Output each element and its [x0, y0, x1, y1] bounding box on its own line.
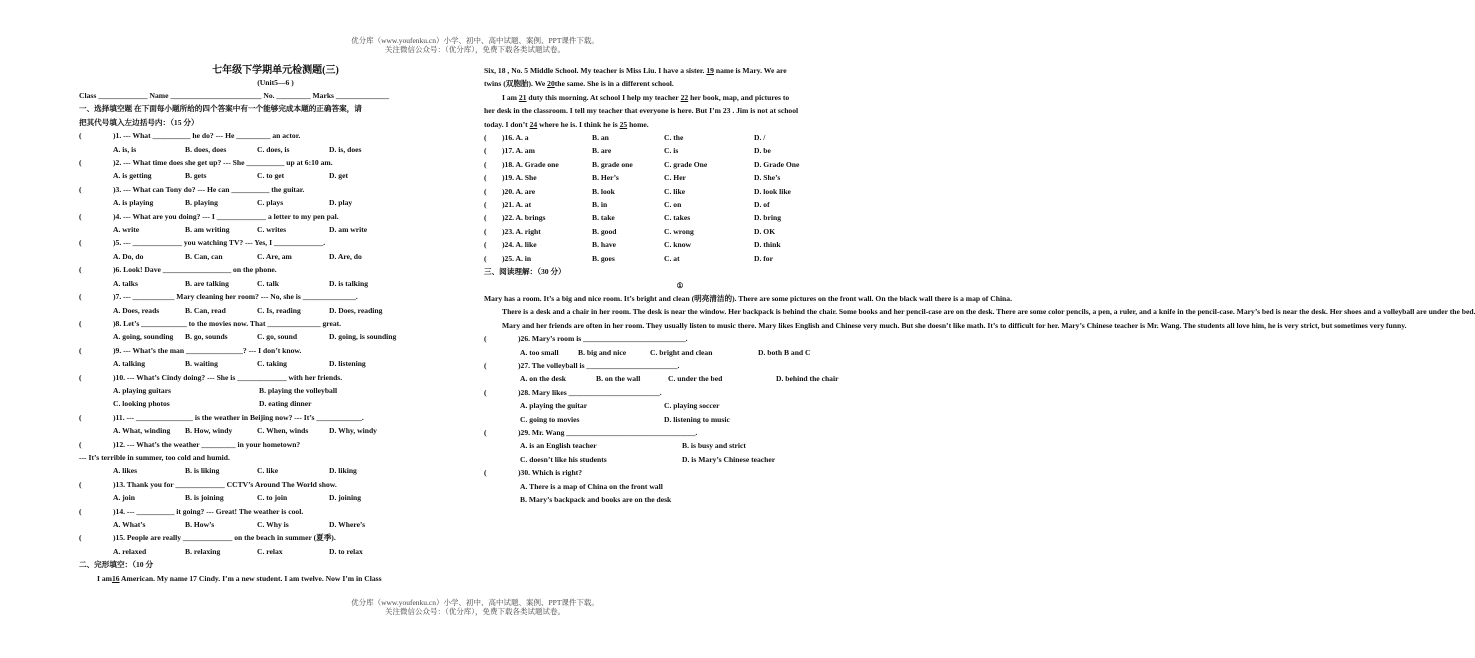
question-3-options [79, 196, 472, 209]
option-b[interactable]: B. How, windy [185, 426, 233, 436]
cloze-option-a[interactable]: )18. A. Grade one [502, 159, 559, 169]
option-c[interactable]: C. When, winds [257, 426, 309, 436]
option-d[interactable]: D. Where’s [329, 520, 366, 529]
option-d[interactable]: D. listening [329, 359, 366, 369]
option-d[interactable]: D. is, does [329, 144, 362, 154]
option-c[interactable]: C. plays [257, 198, 284, 208]
cloze-option-b[interactable]: B. good [592, 226, 617, 236]
cloze-option-row: ( )20. A. are B. look C. like D. look like [484, 185, 876, 198]
option-a[interactable]: A. too small [520, 347, 559, 357]
cloze-option-d[interactable]: D. bring [754, 213, 782, 223]
question-8-options [79, 330, 472, 343]
question-1-options [79, 143, 472, 156]
cloze-option-d[interactable]: D. of [754, 200, 770, 210]
option-b[interactable]: B. Can, can [185, 251, 223, 261]
cloze-option-c[interactable]: C. know [664, 240, 692, 250]
section1-questions [79, 129, 472, 370]
question-13-options [79, 491, 472, 504]
option-c[interactable]: C. Is, reading [257, 305, 301, 315]
option-a[interactable]: A. is getting [113, 171, 152, 181]
section3-heading: 三、阅读理解：（30 分） [484, 267, 566, 277]
cloze-option-b[interactable]: B. Her’s [592, 173, 619, 183]
question-26-options [484, 346, 876, 359]
cloze-option-d[interactable]: D. She’s [754, 173, 781, 183]
section1-heading: 一、选择填空题 在下面每小题所给的四个答案中有一个能够完成本题的正确答案，请 [79, 104, 362, 114]
option-d[interactable]: D. Are, do [329, 251, 362, 261]
question-5-options [79, 250, 472, 263]
section1-heading-2: 把其代号填入左边括号内：（15 分） [79, 117, 199, 127]
cloze-option-a[interactable]: )17. A. am [502, 146, 535, 156]
question-2: ( )2. --- What time does she get up? --- She __________ up at 6:10 am. [79, 158, 333, 168]
cloze-option-a[interactable]: )20. A. are [502, 186, 536, 196]
option-c[interactable]: C. to join [257, 493, 288, 503]
section2-heading: 二、完形填空：（10 分 [79, 560, 154, 570]
option-b[interactable]: B. does, does [185, 144, 227, 154]
option-b[interactable]: B. relaxing [185, 546, 221, 556]
option-a[interactable]: A. What, winding [113, 426, 171, 436]
question-14: ( )14. --- __________ it going? --- Great! The weather is cool. [79, 506, 304, 516]
option-c[interactable]: C. taking [257, 359, 287, 369]
option-b[interactable]: B. go, sounds [185, 332, 228, 342]
option-a[interactable]: A. going, sounding [113, 332, 174, 342]
option-c[interactable]: C. writes [257, 225, 287, 235]
option-c[interactable]: C. under the bed [668, 374, 723, 384]
cloze-option-d[interactable]: D. / [754, 133, 766, 143]
cloze-passage-line-4: I am 21 duty this morning. At school I help my teacher 22 her book, map, and pictures to [502, 92, 790, 102]
option-b[interactable]: B. is joining [185, 493, 224, 503]
question-5: ( )5. --- _____________ you watching TV? --- Yes, I _____________. [79, 238, 326, 248]
option-d[interactable]: D. play [329, 198, 353, 208]
option-b[interactable]: B. on the wall [596, 374, 641, 384]
option-c[interactable]: C. bright and clean [650, 347, 713, 357]
reading-paragraph-1: Mary has a room. It’s a big and nice room. It’s bright and clean (明亮清洁的). There are some pictures on the front wall. On the black wall there is a map of China. [484, 293, 1012, 303]
cloze-option-a[interactable]: )24. A. like [502, 240, 537, 250]
cloze-option-d[interactable]: D. think [754, 240, 781, 250]
question-27: ( )27. The volleyball is ________________________. [484, 360, 680, 370]
option-b[interactable]: B. is liking [185, 466, 220, 476]
question-28-options-row1: A. playing the guitar C. playing soccer [520, 401, 720, 411]
cloze-option-row: ( )21. A. at B. in C. on D. of [484, 198, 876, 211]
question-8: ( )8. Let’s ____________ to the movies now. That ______________ great. [79, 318, 342, 328]
option-d[interactable]: D. behind the chair [776, 374, 839, 384]
cloze-passage-line-5: her desk in the classroom. I tell my teacher that everyone is here. But I’m 23 . Jim is not at school [484, 106, 799, 116]
cloze-option-d[interactable]: D. be [754, 146, 771, 156]
cloze-option-row: ( )18. A. Grade one B. grade one C. grade One D. Grade One [484, 158, 876, 171]
cloze-option-a[interactable]: )19. A. She [502, 173, 537, 183]
option-c[interactable]: C. go, sound [257, 332, 298, 342]
question-15: ( )15. People are really _____________ on the beach in summer (夏季). [79, 533, 336, 543]
option-b[interactable]: B. gets [185, 171, 207, 181]
option-d[interactable]: D. am write [329, 225, 368, 235]
cloze-option-b[interactable]: B. in [592, 200, 608, 210]
question-10-options-row2: C. looking photos D. eating dinner [113, 399, 312, 409]
option-d[interactable]: D. is talking [329, 278, 369, 288]
option-b[interactable]: B. are talking [185, 278, 229, 288]
option-d[interactable]: D. get [329, 171, 348, 181]
cloze-options [484, 131, 876, 265]
cloze-passage-line-6: today. I don’t 24 where he is. I think he is 25 home. [484, 119, 649, 129]
cloze-option-c[interactable]: C. wrong [664, 226, 694, 236]
banner-top [0, 36, 950, 54]
reading-paragraph-3: Mary and her friends are often in her room. They usually listen to music there. Mary likes English and Chinese very much. But she doesn’t like math. It’s to difficult for her. Mary’s Chinese teacher is Mr. Wang. The students all love him, he is very strict, but sometimes very funny. [502, 320, 1407, 330]
cloze-option-c[interactable]: C. the [664, 133, 684, 143]
option-c[interactable]: C. does, is [257, 144, 290, 154]
option-a[interactable]: A. is, is [113, 144, 137, 154]
reading-paragraph-2: There is a desk and a chair in her room. The desk is near the window. Her backpack is behind the chair. Some books and her pencil-case are on the desk. There are some color pencils, a pen, a ruler, and a knife in the pencil-case. Mary’s bed is near the desk. Her shoes and a volleyball are under the bed. [502, 307, 1475, 317]
option-a[interactable]: A. likes [113, 466, 138, 476]
option-d[interactable]: D. liking [329, 466, 357, 476]
option-d[interactable]: D. joining [329, 493, 362, 503]
cloze-option-row: ( )16. A. a B. an C. the D. / [484, 131, 876, 144]
question-1: ( )1. --- What __________ he do? --- He _________ an actor. [79, 131, 301, 141]
cloze-option-c[interactable]: C. like [664, 186, 686, 196]
question-26: ( )26. Mary’s room is ___________________________. [484, 334, 688, 344]
question-30-option-b: B. Mary’s backpack and books are on the desk [520, 495, 672, 504]
option-d[interactable]: D. to relax [329, 546, 363, 556]
cloze-option-a[interactable]: )21. A. at [502, 200, 532, 210]
right-column [484, 64, 1475, 506]
option-b[interactable]: B. waiting [185, 359, 218, 369]
question-15-options [79, 545, 472, 558]
option-a[interactable]: A. is playing [113, 198, 154, 208]
cloze-passage-line-1: I am16 American. My name 17 Cindy. I’m a new student. I am twelve. Now I’m in Class [97, 573, 382, 583]
cloze-option-b[interactable]: B. take [592, 213, 615, 223]
question-2-options [79, 169, 472, 182]
cloze-option-b[interactable]: B. are [592, 146, 612, 156]
question-29-options-row1: A. is an English teacher B. is busy and strict [520, 441, 746, 451]
option-a[interactable]: A. on the desk [520, 374, 566, 384]
question-6: ( )6. Look! Dave __________________ on the phone. [79, 265, 277, 275]
cloze-option-row: ( )22. A. brings B. take C. takes D. bring [484, 211, 876, 224]
question-4: ( )4. --- What are you doing? --- I _____________ a letter to my pen pal. [79, 211, 339, 221]
question-11: ( )11. --- _______________ is the weather in Beijing now? --- It’s ____________. [79, 412, 364, 422]
cloze-option-row: ( )19. A. She B. Her’s C. Her D. She’s [484, 171, 876, 184]
question-28: ( )28. Mary likes ________________________. [484, 387, 662, 397]
cloze-option-c[interactable]: C. Her [664, 173, 686, 183]
question-12-options [79, 464, 472, 477]
question-14-options [79, 518, 472, 531]
student-info-line: Class _____________ Name ________________________ No. _________ Marks ______________ [79, 91, 390, 100]
question-12: ( )12. --- What’s the weather _________ in your hometown? [79, 439, 301, 449]
question-12-line-2: --- It’s terrible in summer, too cold and humid. [79, 452, 230, 462]
option-c[interactable]: C. talk [257, 278, 279, 288]
banner-line-1: 优分库（www.youfenku.cn）小学、初中、高中试题、案例、PPT课件下载。 [351, 36, 599, 45]
cloze-option-a[interactable]: )22. A. brings [502, 213, 546, 223]
cloze-option-c[interactable]: C. on [664, 200, 682, 210]
question-9: ( )9. --- What’s the man _______________? --- I don’t know. [79, 345, 302, 355]
option-d[interactable]: D. Why, windy [329, 426, 377, 436]
option-a[interactable]: A. relaxed [113, 546, 147, 556]
cloze-passage-line-3: twins (双胞胎). We 20the same. She is in a different school. [484, 79, 674, 89]
question-3: ( )3. --- What can Tony do? --- He can __________ the guitar. [79, 184, 305, 194]
cloze-option-d[interactable]: D. OK [754, 226, 776, 236]
option-c[interactable]: C. relax [257, 546, 283, 556]
option-d[interactable]: D. both B and C [758, 347, 811, 357]
cloze-option-b[interactable]: B. goes [592, 253, 615, 263]
question-13: ( )13. Thank you for _____________ CCTV’s Around The World show. [79, 479, 337, 489]
page-subtitle: (Unit5—6 ) [257, 78, 294, 87]
option-c[interactable]: C. Why is [257, 520, 289, 529]
option-c[interactable]: C. to get [257, 171, 285, 181]
banner-bottom [0, 598, 950, 616]
question-30-option-a: A. There is a map of China on the front wall [520, 481, 663, 491]
option-b[interactable]: B. playing [185, 198, 218, 208]
option-b[interactable]: B. Can, read [185, 305, 226, 315]
option-b[interactable]: B. big and nice [578, 347, 627, 357]
option-a[interactable]: A. What’s [113, 520, 146, 529]
question-11-options [79, 424, 472, 437]
cloze-option-row: ( )17. A. am B. are C. is D. be [484, 144, 876, 157]
question-7-options [79, 304, 472, 317]
cloze-option-row: ( )25. A. in B. goes C. at D. for [484, 252, 876, 265]
option-a[interactable]: A. join [113, 493, 135, 503]
question-9-options [79, 357, 472, 370]
question-7: ( )7. --- ___________ Mary cleaning her room? --- No, she is ______________. [79, 292, 358, 302]
cloze-passage-line-2: Six, 18 , No. 5 Middle School. My teacher is Miss Liu. I have a sister. 19 name is Mary. We are [484, 66, 787, 75]
cloze-option-d[interactable]: D. for [754, 253, 773, 263]
option-a[interactable]: A. write [113, 225, 140, 235]
left-column [79, 64, 472, 585]
cloze-option-c[interactable]: C. takes [664, 213, 691, 223]
cloze-option-d[interactable]: D. Grade One [754, 159, 800, 169]
banner-line-2: 关注微信公众号：（优分库），免费下载各类试题试卷。 [385, 607, 565, 616]
option-a[interactable]: A. Do, do [113, 251, 144, 261]
question-29-options-row2: C. doesn’t like his students D. is Mary’s Chinese teacher [520, 454, 776, 464]
question-28-options-row2: C. going to movies D. listening to music [520, 414, 730, 424]
section1-questions-2 [79, 411, 472, 438]
question-6-options [79, 277, 472, 290]
page-title: 七年级下学期单元检测题(三) [212, 65, 339, 76]
cloze-option-row: ( )24. A. like B. have C. know D. think [484, 238, 876, 251]
passage-marker: ① [676, 280, 684, 290]
option-d[interactable]: D. Does, reading [329, 305, 383, 315]
option-c[interactable]: C. Are, am [257, 251, 292, 261]
option-a[interactable]: A. talks [113, 278, 138, 288]
cloze-option-d[interactable]: D. look like [754, 186, 791, 196]
option-d[interactable]: D. going, is sounding [329, 332, 397, 342]
cloze-option-b[interactable]: B. look [592, 186, 615, 196]
option-b[interactable]: B. am writing [185, 225, 230, 235]
banner-line-2: 关注微信公众号：（优分库），免费下载各类试题试卷。 [385, 45, 565, 54]
cloze-option-a[interactable]: )16. A. a [502, 133, 529, 143]
cloze-option-c[interactable]: C. at [664, 253, 680, 263]
cloze-option-row: ( )23. A. right B. good C. wrong D. OK [484, 225, 876, 238]
cloze-option-a[interactable]: )25. A. in [502, 253, 532, 263]
question-10: ( )10. --- What’s Cindy doing? --- She is _____________ with her friends. [79, 372, 343, 382]
banner-line-1: 优分库（www.youfenku.cn）小学、初中、高中试题、案例、PPT课件下载。 [351, 598, 599, 607]
question-4-options [79, 223, 472, 236]
option-a[interactable]: A. talking [113, 359, 146, 369]
question-30: ( )30. Which is right? [484, 468, 582, 478]
cloze-option-c[interactable]: C. grade One [664, 159, 708, 169]
question-10-options-row1: A. playing guitars B. playing the volleyball [113, 385, 338, 395]
cloze-option-a[interactable]: )23. A. right [502, 226, 541, 236]
cloze-option-b[interactable]: B. have [592, 240, 617, 250]
option-c[interactable]: C. like [257, 466, 279, 476]
option-b[interactable]: B. How’s [185, 520, 215, 529]
question-27-options [484, 372, 876, 385]
question-29: ( )29. Mr. Wang __________________________________. [484, 427, 698, 437]
cloze-option-b[interactable]: B. grade one [592, 159, 633, 169]
cloze-option-b[interactable]: B. an [592, 133, 609, 143]
option-a[interactable]: A. Does, reads [113, 305, 160, 315]
section1-questions-3 [79, 478, 472, 558]
cloze-option-c[interactable]: C. is [664, 146, 679, 156]
